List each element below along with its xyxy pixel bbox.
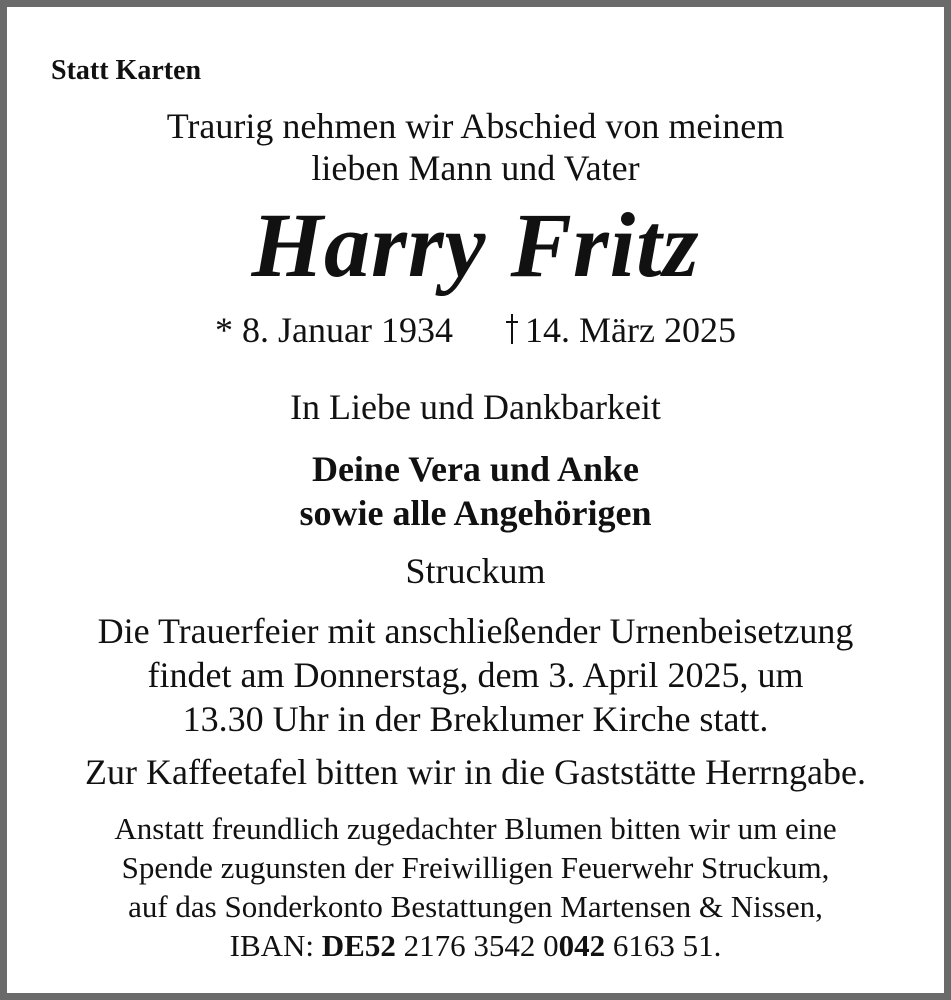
cross-icon — [505, 314, 519, 344]
iban-label: IBAN: — [229, 928, 315, 963]
donation-line-2: Spende zugunsten der Freiwilligen Feuerwehr Struckum, — [121, 850, 830, 885]
place-line: Struckum — [405, 551, 546, 591]
iban-part-4: 6163 51. — [612, 928, 722, 963]
service-line-1: Die Trauerfeier mit anschließender Urnenbeisetzung — [97, 611, 854, 651]
donation-line-3: auf das Sonderkonto Bestattungen Martensen & Nissen, — [128, 889, 823, 924]
life-dates — [7, 312, 944, 348]
sentiment-line: In Liebe und Dankbarkeit — [290, 387, 661, 427]
intro-line-1: Traurig nehmen wir Abschied von meinem — [166, 106, 785, 146]
service-line-2: findet am Donnerstag, dem 3. April 2025, um — [147, 655, 804, 695]
heading-statt-karten: Statt Karten — [51, 55, 202, 86]
death-date: 14. März 2025 — [525, 310, 736, 350]
iban-part-3: 042 — [558, 928, 606, 963]
service-line-3: 13.30 Uhr in der Breklumer Kirche statt. — [182, 699, 769, 739]
mourners-line-2: sowie alle Angehörigen — [299, 493, 652, 533]
reception-line: Zur Kaffeetafel bitten wir in die Gaststätte Herrngabe. — [84, 752, 866, 792]
iban-country-code: DE52 — [321, 928, 396, 963]
iban-line — [7, 930, 944, 961]
iban-part-2: 2176 3542 0 — [403, 928, 559, 963]
deceased-name: Harry Fritz — [251, 194, 700, 296]
intro-line-2: lieben Mann und Vater — [311, 148, 640, 188]
birth-date: * 8. Januar 1934 — [215, 310, 453, 350]
mourners-line-1: Deine Vera und Anke — [311, 449, 640, 489]
donation-line-1: Anstatt freundlich zugedachter Blumen bitten wir um eine — [114, 811, 837, 846]
